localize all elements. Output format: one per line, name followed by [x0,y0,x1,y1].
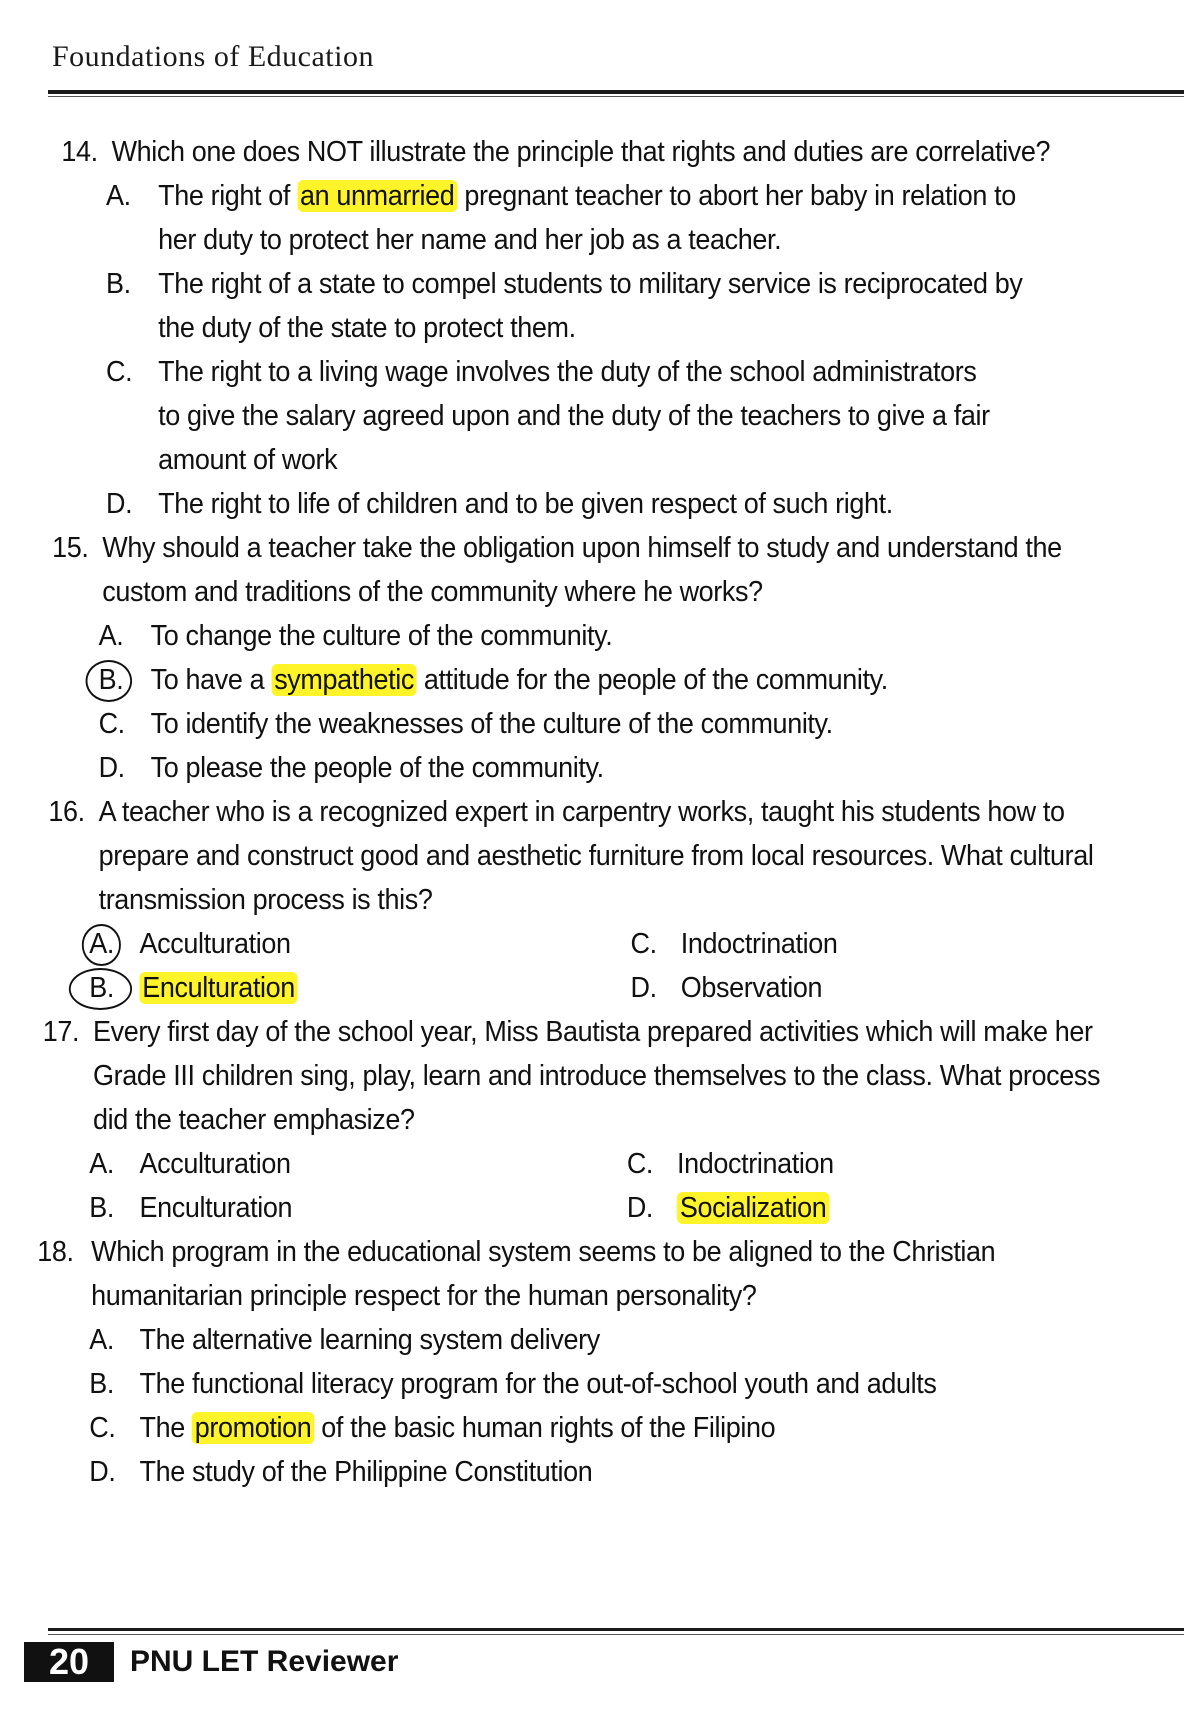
option-b [99,658,1029,702]
option-letter: C. [630,928,657,960]
option-a [89,1142,290,1186]
question-17 [0,1010,1113,1230]
option-c [99,702,1029,746]
option-b [106,262,1036,350]
page-number: 20 [24,1642,114,1682]
question-list [0,130,1197,1488]
option-letter: B. [89,1368,115,1400]
option-letter: A. [89,1324,115,1356]
question-number: 15. [52,532,89,564]
option-letter: A. [89,1148,115,1180]
option-b [89,1186,292,1230]
question-stem: Every first day of the school year, Miss Bautista prepared activities which will make her Grade III children sing, play, learn and introduce themselves to the class. What process did the teacher emphasize? [93,1016,1101,1136]
option-c [627,1142,834,1186]
question-18 [0,1230,1113,1494]
question-number: 18. [37,1236,74,1268]
option-text: To identify the weaknesses of the culture of the community. [150,708,833,740]
option-text: The alternative learning system delivery [139,1324,600,1356]
option-text: Acculturation [139,928,291,960]
question-number: 14. [61,136,98,168]
option-letter: B. [98,664,124,696]
option-letter: D. [626,1192,654,1224]
option-letter: D. [106,488,133,520]
option-text: To change the culture of the community. [150,620,613,652]
option-text: Indoctrination [677,1148,834,1180]
highlight-mark: sympathetic [271,664,416,696]
option-letter: B. [89,972,115,1004]
option-row-1 [89,922,1112,966]
highlight-mark: an unmarried [297,180,457,212]
option-b [89,1362,1093,1406]
option-b [89,966,297,1010]
question-number: 17. [42,1016,80,1048]
option-a [89,1318,1093,1362]
question-stem: Why should a teacher take the obligation upon himself to study and understand the custom and traditions of the community where he works? [102,532,1062,608]
footer-title: PNU LET Reviewer [130,1645,399,1678]
answer-circle [82,924,121,966]
option-letter: C. [89,1412,116,1444]
highlight-mark: promotion [192,1412,314,1444]
option-text: The functional literacy program for the out-of-school youth and adults [139,1368,937,1400]
option-d [627,1186,829,1230]
option-text: Observation [680,972,823,1004]
option-text: Acculturation [139,1148,291,1180]
option-text: To have a sympathetic attitude for the people of the community. [150,664,888,696]
option-d [99,746,1029,790]
question-number: 16. [48,796,85,828]
question-stem: A teacher who is a recognized expert in carpentry works, taught his students how to prepare and construct good and aesthetic furniture from local resources. What cultural transmission process is this? [98,796,1094,916]
option-text: Enculturation [140,972,298,1004]
option-text: The right of an unmarried pregnant teacher to abort her baby in relation to her duty to protect her name and her job as a teacher. [158,180,1016,256]
option-a [106,174,1036,262]
option-letter: B. [89,1192,115,1224]
option-text: Indoctrination [680,928,838,960]
option-text: The promotion of the basic human rights of the Filipino [139,1412,776,1444]
footer-rule-thin [48,1634,1184,1635]
option-d [631,966,823,1010]
option-row-2 [89,966,1112,1010]
option-letter: D. [630,972,657,1004]
footer-rule [48,1628,1184,1631]
running-head: Foundations of Education [52,40,374,73]
option-row-1 [89,1142,1112,1186]
question-15 [0,526,1113,784]
header-rule [48,90,1184,94]
question-14 [0,130,1113,520]
option-text: Socialization [677,1192,829,1224]
option-c [106,350,999,482]
option-c [631,922,838,966]
option-text: To please the people of the community. [150,752,604,784]
option-text: The study of the Philippine Constitution [139,1456,593,1488]
option-letter: C. [98,708,125,740]
option-letter: A. [98,620,124,652]
option-text: Enculturation [139,1192,293,1224]
question-stem: Which one does NOT illustrate the principle that rights and duties are correlative? [111,136,1051,168]
option-text: The right to a living wage involves the duty of the school administrators to give the salary agreed upon and the duty of the teachers to give a fair amount of work [158,356,990,476]
option-a [89,922,290,966]
question-16 [0,790,1113,1010]
option-text: The right of a state to compel students to military service is reciprocated by the duty of the state to protect them. [158,268,1023,344]
option-letter: A. [89,928,115,960]
header-rule-thin [48,96,1184,97]
option-c [89,1406,1093,1450]
question-stem: Which program in the educational system seems to be aligned to the Christian humanitarian principle respect for the human personality? [91,1236,996,1312]
answer-circle [69,968,132,1010]
option-text: The right to life of children and to be given respect of such right. [158,488,893,520]
option-row-2 [89,1186,1112,1230]
option-letter: C. [106,356,133,388]
option-letter: B. [106,268,131,300]
option-letter: D. [98,752,125,784]
option-letter: D. [89,1456,116,1488]
option-d [106,482,1036,526]
option-letter: A. [106,180,131,212]
option-d [89,1450,1093,1494]
option-letter: C. [626,1148,654,1180]
option-a [99,614,1029,658]
